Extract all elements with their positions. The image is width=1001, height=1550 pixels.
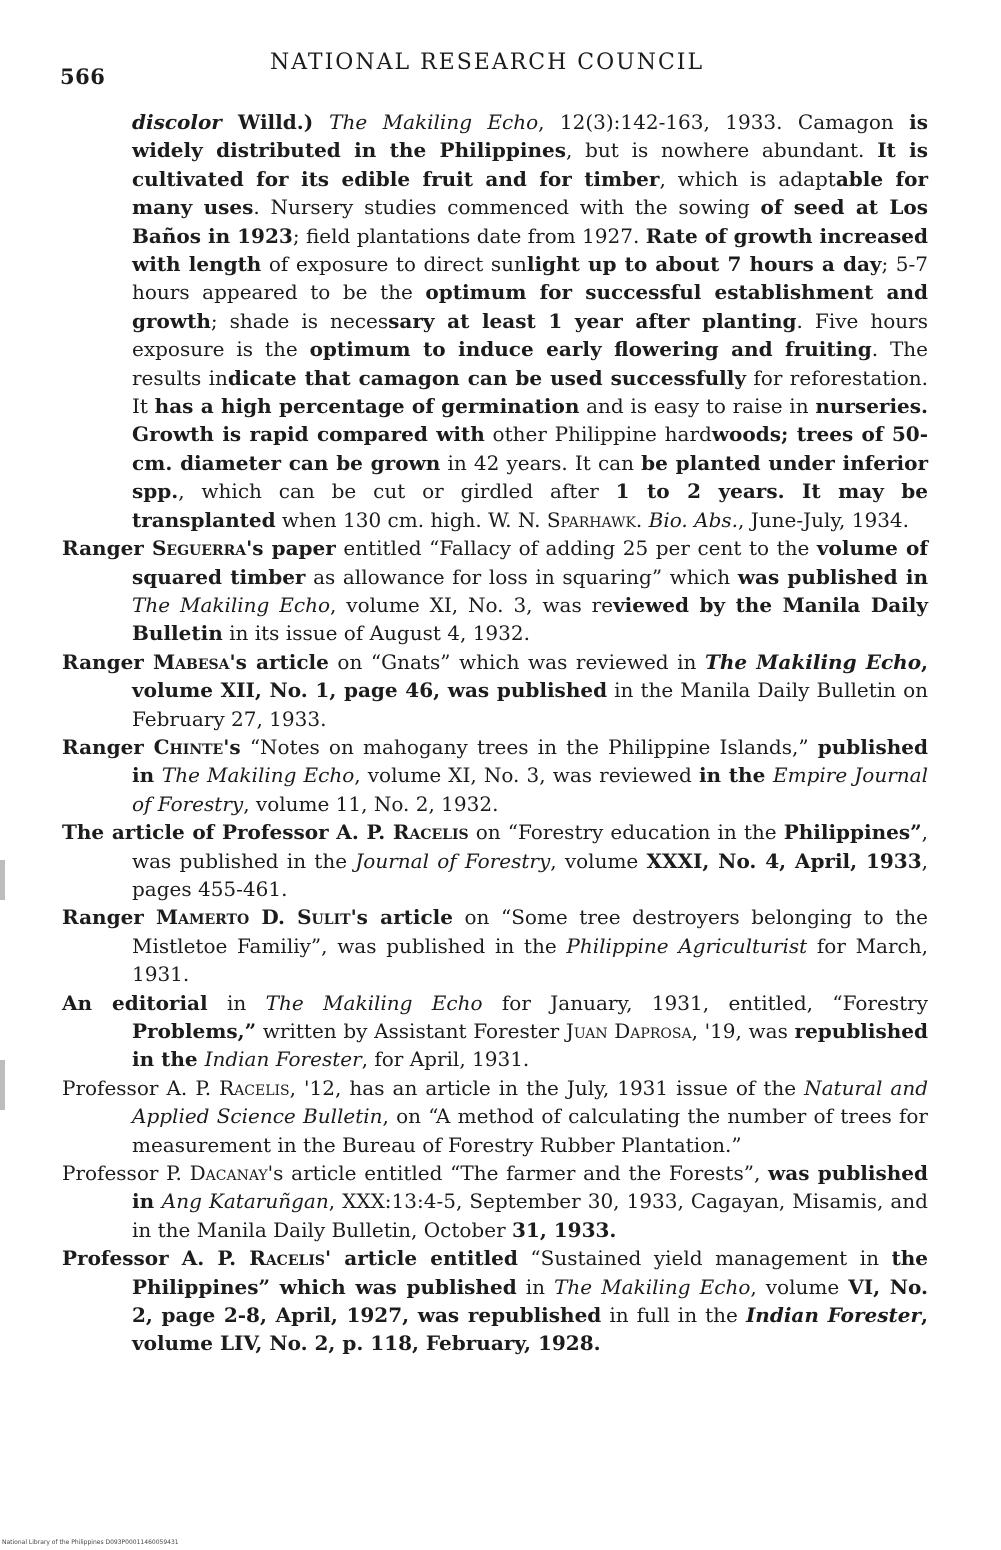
text-run: An editorial xyxy=(62,990,208,1015)
text-run: 's paper xyxy=(246,536,336,561)
text-run: Sparhawk xyxy=(546,507,636,532)
text-run: XXXI, No. 4, April, 1933 xyxy=(646,848,922,873)
text-run: of exposure to direct sun xyxy=(261,252,527,277)
text-run: turist xyxy=(752,933,808,958)
text-run: “Sustained yield management in xyxy=(517,1246,892,1271)
text-run: , volume LIV, No. 2, p. 118, February, 1928. xyxy=(132,1303,929,1356)
text-run: light up to about 7 hours a day xyxy=(526,252,882,277)
entry-mabesa xyxy=(62,648,928,733)
text-run: Daily Bulletin on February 27, 1933. xyxy=(132,678,928,731)
text-run: for reforestation. It xyxy=(132,365,928,419)
text-run: Mamerto xyxy=(156,905,250,930)
text-run: in xyxy=(207,990,266,1015)
text-run: viewed by the Manila Daily Bulletin xyxy=(132,592,929,646)
text-run: in the xyxy=(698,763,774,788)
margin-scan-mark xyxy=(0,1060,5,1110)
text-run: Ranger xyxy=(62,649,153,674)
text-run: The Makiling Echo xyxy=(265,990,483,1015)
text-run: for March, 1931. xyxy=(132,933,928,987)
text-run: on “Some tree destroyers belonging xyxy=(452,905,864,930)
text-run: Philippine Agricul xyxy=(566,933,752,958)
text-run: , '19, was xyxy=(691,1019,795,1043)
text-run: 1933, Cagayan, Misamis, and in the Manila Daily Bulletin, October xyxy=(132,1189,928,1242)
text-run: Ang Kataruñgan xyxy=(161,1189,329,1214)
entry-chinte xyxy=(62,733,928,818)
text-run: was published in xyxy=(737,564,928,589)
text-run: Juan Daprosa xyxy=(565,1019,692,1043)
text-run: The article of Professor A. P. xyxy=(62,820,393,845)
text-run: and is easy to raise in xyxy=(579,394,816,419)
text-run: optimum for successful establishment and growth xyxy=(132,280,929,333)
text-run: in the Manila xyxy=(607,678,758,703)
text-run: Rate of growth increased with length xyxy=(132,223,929,277)
text-run: The Makiling Echo xyxy=(554,1274,751,1299)
entry-daprosa xyxy=(62,989,928,1074)
text-run: Natural and Applied Science Bulletin xyxy=(132,1075,928,1129)
text-run: the Philippines” which was published xyxy=(132,1246,929,1299)
text-run: , was published in the xyxy=(132,820,929,873)
text-run: in 42 years. It can xyxy=(440,450,642,475)
text-run: Philippines” xyxy=(783,820,922,845)
text-run: 's article xyxy=(229,649,329,674)
text-run: , volume XI, No. 3, was reviewed xyxy=(354,763,699,788)
text-run: The Makiling Echo xyxy=(132,592,330,617)
text-run: other Philippine hard xyxy=(484,422,712,447)
text-run: 's article entitled “The farmer and the Forests”, xyxy=(267,1161,769,1186)
text-run: discolor xyxy=(132,110,222,134)
text-run: Rubber Plantation.” xyxy=(539,1132,742,1157)
text-run: The Makiling Echo xyxy=(704,649,922,674)
text-run: of seed at Los Baños in 1923 xyxy=(132,195,928,248)
text-run: Racelis xyxy=(249,1246,326,1271)
page-body xyxy=(62,108,928,1358)
page-number: 566 xyxy=(60,64,106,89)
text-run: , volume XI, No. 3, was re xyxy=(330,592,614,617)
text-run: . xyxy=(635,507,649,532)
text-run: Ranger xyxy=(62,734,154,759)
text-run: Journal of Forestry xyxy=(355,848,551,873)
text-run: , volume XII, No. 1, page 46, was published xyxy=(132,649,929,703)
text-run: 's article xyxy=(350,905,453,930)
text-run: ; 5-7 hours appeared to be the xyxy=(132,252,928,305)
text-run: published in xyxy=(132,734,928,788)
text-run: in xyxy=(516,1274,555,1299)
text-run: when 130 cm. high. W. N. xyxy=(275,507,547,532)
text-run: entitled “Fallacy of adding 25 per cent to the xyxy=(335,536,817,561)
text-run: is widely distributed in the Philippines xyxy=(132,110,928,163)
text-run: Seguerra xyxy=(151,536,247,561)
text-run: VI, No. 2, page 2-8, April, 1927, was republished xyxy=(132,1274,928,1328)
text-run: woods; trees of 50-cm. diameter can be grown xyxy=(132,422,928,475)
text-run: sary at least 1 year after planting xyxy=(388,308,797,333)
text-run: Problems,” xyxy=(132,1019,257,1043)
text-run: , volume xyxy=(750,1274,849,1299)
text-run: , for April, 1931. xyxy=(361,1047,530,1072)
text-run: as allowance for loss in squaring” which xyxy=(305,564,738,589)
text-run: It is cultivated for its edible fruit and for timber xyxy=(132,138,929,191)
text-run: in full in the xyxy=(601,1303,746,1328)
text-run: , which is adapt xyxy=(659,166,836,191)
text-run: The Makiling Echo xyxy=(161,763,355,788)
text-run: , pages 455-461. xyxy=(132,848,928,901)
text-run: Willd.) xyxy=(221,110,330,134)
text-run: the number of trees for measurement in the Bureau of Forestry xyxy=(132,1104,928,1157)
entry-dacanay xyxy=(62,1159,928,1244)
text-run: , which can be cut or girdled after xyxy=(178,479,616,504)
text-run: Indian Forester xyxy=(204,1047,362,1072)
text-run: D. xyxy=(249,905,298,930)
text-run: optimum to induce early flowering and fruiting xyxy=(309,337,872,362)
text-run: The Makiling Echo xyxy=(329,110,539,134)
text-run: Professor P. xyxy=(62,1161,190,1186)
text-run: Ranger xyxy=(62,905,156,930)
entry-racelis-1 xyxy=(62,818,928,903)
text-run: dicate that camagon can be used successfully xyxy=(227,365,746,390)
margin-scan-mark xyxy=(0,860,5,900)
text-run: ; shade is neces xyxy=(210,308,389,333)
text-run: able for many uses xyxy=(132,166,928,220)
text-run: Sulit xyxy=(297,905,351,930)
text-run: Empire Journal of Forestry xyxy=(132,763,928,816)
text-run: 's xyxy=(223,734,241,759)
text-run: , '12, has an article in the July, 1931 issue of the xyxy=(289,1075,805,1100)
entry-sulit xyxy=(62,903,928,988)
text-run: Racelis xyxy=(219,1075,290,1100)
text-run: Bio. Abs. xyxy=(648,507,738,532)
entry-seguerra xyxy=(62,534,928,648)
text-run: . The results in xyxy=(132,337,928,390)
text-run: , 12(3):142-163, 1933. Camagon xyxy=(538,110,910,134)
text-run: . Nursery studies commenced with the sowing xyxy=(253,195,761,220)
text-run: , on “A method of calculating xyxy=(382,1104,688,1129)
text-run: for January, 1931, entitled, “Forestry xyxy=(482,990,928,1015)
text-run: was published in xyxy=(132,1161,929,1214)
text-run: Ranger xyxy=(62,536,152,561)
entry-racelis-2 xyxy=(62,1074,928,1159)
text-run: . Five hours exposure is the xyxy=(132,308,929,362)
text-run: , June-July, 1934. xyxy=(738,507,909,532)
text-run: ; field plantations date from 1927. xyxy=(292,223,646,248)
text-run: Racelis xyxy=(392,820,469,845)
scan-footer: National Library of the Philippines D093P00011460059431 xyxy=(2,1539,179,1546)
text-run: in its issue of August 4, 1932. xyxy=(222,621,530,646)
text-run: be planted under inferior spp. xyxy=(132,450,928,504)
text-run: , but is nowhere abundant. xyxy=(566,138,878,163)
text-run: “Notes on mahogany trees in the Philippine Islands,” xyxy=(240,734,818,759)
text-run: Dacanay xyxy=(189,1161,268,1186)
text-run: Professor A. P. xyxy=(62,1246,250,1271)
text-run: Mabesa xyxy=(153,649,230,674)
text-run: 1 to 2 years. It may be transplanted xyxy=(132,479,929,532)
text-run: Chinte xyxy=(153,734,224,759)
entry-camagon xyxy=(62,108,928,534)
text-run: Professor A. P. xyxy=(62,1075,220,1100)
text-run: to the Mistletoe Familiy”, was published in the xyxy=(132,905,928,958)
text-run: has a high percentage of germination xyxy=(154,394,580,419)
text-run: Indian Forester xyxy=(745,1303,922,1328)
text-run: , volume 11, No. 2, 1932. xyxy=(243,791,499,816)
text-run: republished in the xyxy=(132,1019,929,1072)
text-run: , volume xyxy=(550,848,647,873)
text-run: volume of squared timber xyxy=(132,536,928,589)
running-head: NATIONAL RESEARCH COUNCIL xyxy=(270,50,705,75)
entry-racelis-3 xyxy=(62,1244,928,1358)
text-run: ' article entitled xyxy=(325,1246,518,1271)
text-run: 31, 1933. xyxy=(511,1217,617,1242)
text-run: nurseries. Growth is rapid compared with xyxy=(132,394,928,447)
text-run: , XXX:13:4-5, September 30, xyxy=(328,1189,627,1214)
text-run: on “Forestry education in the xyxy=(468,820,784,845)
text-run: written by Assistant Forester xyxy=(256,1019,566,1043)
text-run: on “Gnats” which was reviewed in xyxy=(328,649,705,674)
